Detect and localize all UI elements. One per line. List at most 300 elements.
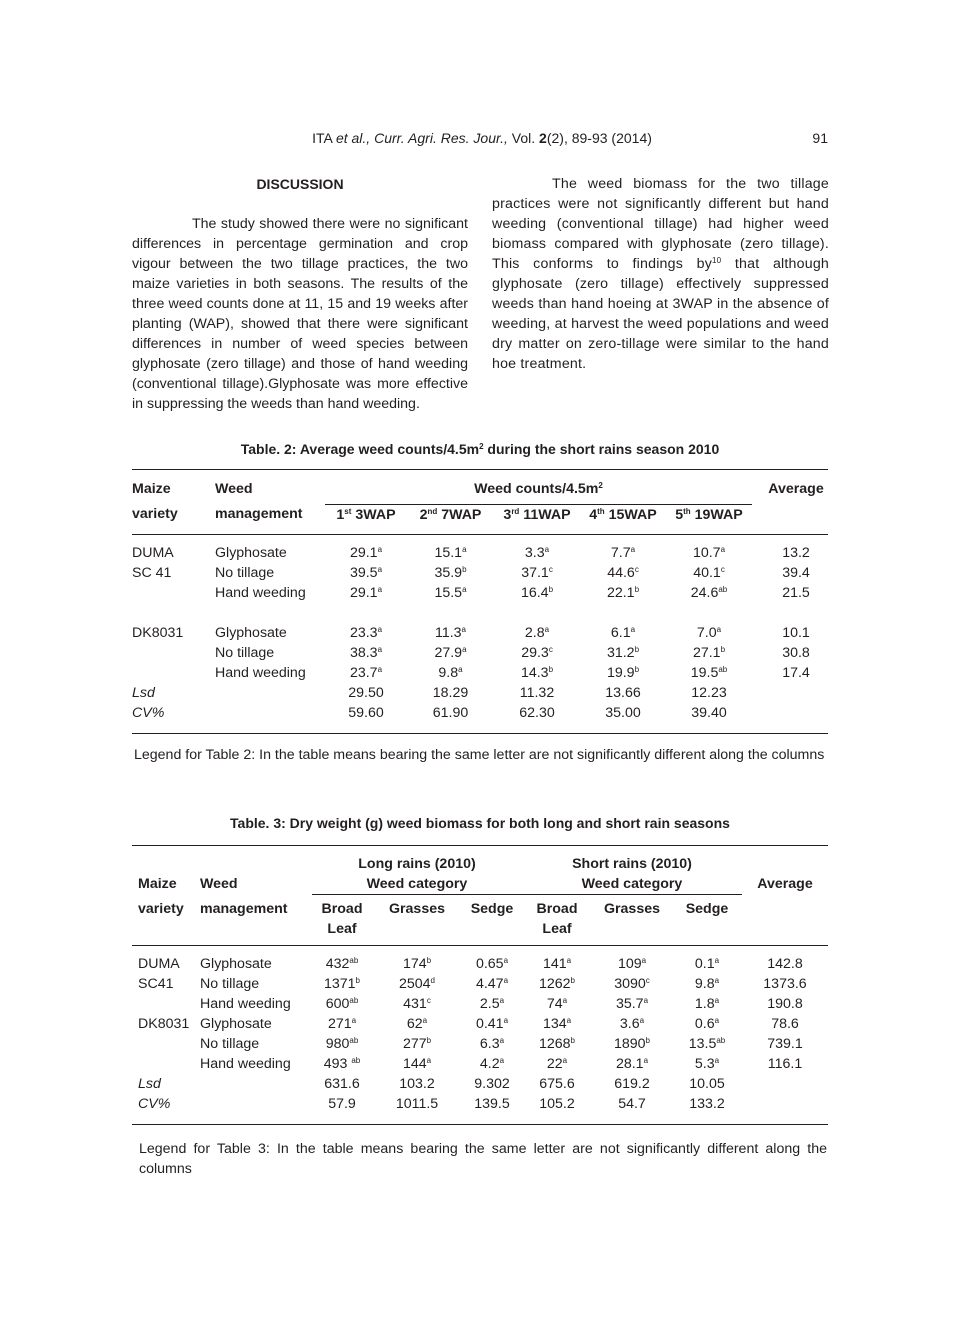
value-cell <box>522 946 592 975</box>
t3-header-long-rains: Long rains (2010) <box>358 856 476 872</box>
value-cell <box>672 1054 742 1074</box>
significance-letter: ab <box>716 1036 726 1045</box>
significance-letter: a <box>499 1036 505 1045</box>
t3-header-weed: Weed <box>200 876 238 892</box>
lsd-row <box>132 683 828 703</box>
significance-letter: a <box>716 625 722 634</box>
value-cell <box>462 1054 522 1074</box>
maize-variety <box>132 663 215 683</box>
value-cell <box>325 603 407 643</box>
significance-letter: c <box>720 565 725 574</box>
wap-ordinal: rd <box>511 506 520 516</box>
value-number: 4.2 <box>479 1056 500 1072</box>
para2-text-a: The weed biomass for the two tillage practices were not significantly different but hand weeding (conventional tillage) had higher weed biomass compared with glyphosate (zero tillage). This conforms to findings by <box>492 176 829 272</box>
value-number: 29.1 <box>349 585 378 601</box>
value-cell <box>462 946 522 975</box>
significance-letter: a <box>503 1016 509 1025</box>
significance-letter: a <box>566 1016 572 1025</box>
cv-row <box>132 1094 828 1125</box>
value-number: 0.1 <box>694 956 715 972</box>
value-cell <box>580 583 666 603</box>
significance-letter: b <box>634 645 640 654</box>
discussion-left-column <box>132 174 468 414</box>
wap-ordinal: th <box>597 506 605 516</box>
average-value: 39.4 <box>782 565 810 581</box>
significance-letter: a <box>461 625 466 634</box>
stat-value: 103.2 <box>399 1076 435 1092</box>
value-cell <box>522 1034 592 1054</box>
table-row <box>132 563 828 583</box>
empty-cell <box>752 683 828 703</box>
average-value: 30.8 <box>782 645 810 661</box>
t3-header-empty-11 <box>742 919 828 946</box>
value-number: 1371 <box>323 976 356 992</box>
average-value: 78.6 <box>771 1016 799 1032</box>
t2-header-variety: variety <box>132 506 178 522</box>
table2-caption-sup: 2 <box>479 442 484 451</box>
value-cell <box>592 974 672 994</box>
value-number: 29.1 <box>349 545 378 561</box>
value-number: 14.3 <box>520 665 549 681</box>
empty-cell <box>742 1094 828 1125</box>
value-cell <box>372 994 462 1014</box>
average-value: 116.1 <box>767 1056 803 1072</box>
value-cell <box>312 1014 372 1034</box>
t3-header-empty-1 <box>132 846 200 875</box>
significance-letter: a <box>562 1056 568 1065</box>
weed-management: No tillage <box>215 645 275 661</box>
value-cell <box>592 1034 672 1054</box>
row-label: Lsd <box>138 1076 161 1092</box>
value-number: 15.1 <box>434 545 463 561</box>
wap-number: 2 <box>419 506 428 523</box>
value-cell <box>522 974 592 994</box>
table-row <box>132 974 828 994</box>
significance-letter: ab <box>349 956 359 965</box>
weed-management: Glyphosate <box>215 545 287 561</box>
maize-variety: DUMA <box>132 545 174 561</box>
value-number: 35.9 <box>434 565 463 581</box>
significance-letter: b <box>462 565 467 574</box>
table2-legend: Legend for Table 2: In the table means bearing the same letter are not significantly different along the columns <box>134 747 825 763</box>
average-value: 142.8 <box>767 956 803 972</box>
t2-header-wap-5 <box>666 504 752 535</box>
maize-variety: DUMA <box>138 956 180 972</box>
value-cell <box>372 1054 462 1074</box>
significance-letter: b <box>426 1036 432 1045</box>
value-number: 2504 <box>398 976 431 992</box>
value-cell <box>592 994 672 1014</box>
value-cell <box>522 1014 592 1034</box>
value-cell <box>494 663 580 683</box>
discussion-paragraph-1: The study showed there were no significant differences in percentage germination and crop vigour between the two tillage practices, the two maize varieties in both seasons. The results of the three weed counts done at 11, 15 and 19 weeks after planting (WAP), showed that there were significant differences in number of weed species between glyphosate (zero tillage) and those of hand weeding (conventional tillage).Glyphosate was more effective in suppressing the weeds than hand weeding. <box>132 216 468 412</box>
significance-letter: a <box>562 996 568 1005</box>
table2-caption-text-b: during the short rains season 2010 <box>483 441 720 457</box>
value-cell <box>666 663 752 683</box>
significance-letter: d <box>430 976 435 985</box>
maize-variety <box>132 1034 200 1054</box>
value-cell <box>325 643 407 663</box>
table-row <box>132 946 828 975</box>
table-row <box>132 603 828 643</box>
value-cell <box>666 563 752 583</box>
value-cell <box>312 1054 372 1074</box>
maize-variety <box>132 643 215 663</box>
t2-header-wap-1 <box>325 504 407 535</box>
stat-value: 105.2 <box>539 1096 575 1112</box>
stat-value: 62.30 <box>519 705 555 721</box>
value-cell <box>325 535 407 564</box>
maize-variety <box>132 994 200 1014</box>
significance-letter: a <box>643 996 649 1005</box>
stat-value: 18.29 <box>432 685 469 701</box>
value-cell <box>592 946 672 975</box>
value-cell <box>372 1034 462 1054</box>
stat-value: 59.60 <box>348 705 384 721</box>
significance-letter: ab <box>351 1056 361 1065</box>
stat-value: 39.40 <box>691 705 727 721</box>
significance-letter: a <box>377 565 383 574</box>
value-cell <box>672 946 742 975</box>
value-cell <box>372 1014 462 1034</box>
wap-label: 3WAP <box>351 506 396 523</box>
t2-header-average: Average <box>768 481 824 497</box>
table3-legend: Legend for Table 3: In the table means bearing the same letter are not significantly different along the columns <box>139 1141 827 1177</box>
significance-letter: b <box>634 585 640 594</box>
weed-management: No tillage <box>200 1036 260 1052</box>
significance-letter: a <box>630 625 636 634</box>
significance-letter: a <box>641 956 647 965</box>
issue-pages: (2), 89-93 (2014) <box>546 130 652 146</box>
significance-letter: c <box>426 996 431 1005</box>
value-number: 5.3 <box>694 1056 715 1072</box>
row-label: CV% <box>138 1096 171 1112</box>
para2-text-b: that although glyphosate (zero tillage) effectively suppressed weeds than hand hoeing at 3WAP in the absence of weeding, at harvest the weed populations and weed dry matter on zero-tillage were similar to the hand hoe treatment. <box>492 256 829 372</box>
empty-cell <box>752 703 828 734</box>
significance-letter: a <box>630 545 636 554</box>
t3-header-management: management <box>200 900 288 917</box>
value-cell <box>672 994 742 1014</box>
value-cell <box>672 974 742 994</box>
significance-letter: b <box>570 976 575 985</box>
stat-value: 139.5 <box>474 1096 510 1112</box>
value-number: 15.5 <box>434 585 463 601</box>
volume-label: Vol. <box>507 130 540 146</box>
wap-label: 7WAP <box>437 506 482 523</box>
value-cell <box>522 1054 592 1074</box>
value-cell <box>312 974 372 994</box>
significance-letter: b <box>548 665 554 674</box>
significance-letter: b <box>634 665 640 674</box>
value-cell <box>580 535 666 564</box>
et-al: et al., <box>335 130 375 146</box>
value-number: 980 <box>325 1036 350 1052</box>
wap-ordinal: st <box>344 506 352 516</box>
significance-letter: a <box>351 1016 357 1025</box>
table-row <box>132 535 828 564</box>
significance-letter: b <box>548 585 554 594</box>
value-cell <box>462 994 522 1014</box>
value-cell <box>407 563 494 583</box>
value-cell <box>666 643 752 663</box>
wap-label: 11WAP <box>519 506 571 523</box>
t2-header-weed: Weed <box>215 481 253 497</box>
value-number: 39.5 <box>349 565 378 581</box>
table-row <box>132 643 828 663</box>
significance-letter: a <box>377 665 383 674</box>
t2-header-weed-counts <box>325 470 752 505</box>
value-number: 432 <box>325 956 350 972</box>
significance-letter: a <box>458 665 463 674</box>
value-number: 277 <box>402 1036 427 1052</box>
t3-header-sedge-short: Sedge <box>685 901 729 917</box>
empty-cell <box>200 1074 312 1094</box>
value-cell <box>666 603 752 643</box>
value-number: 7.7 <box>610 545 631 561</box>
wap-ordinal: th <box>683 506 691 516</box>
weed-management: No tillage <box>200 976 260 992</box>
weed-management: Hand weeding <box>200 1056 291 1072</box>
table3-caption: Table. 3: Dry weight (g) weed biomass for both long and short rain seasons <box>230 815 730 831</box>
value-cell <box>580 563 666 583</box>
volume-number: 2 <box>539 130 547 146</box>
row-label: CV% <box>132 705 165 721</box>
significance-letter: a <box>714 976 720 985</box>
value-cell <box>462 1034 522 1054</box>
value-number: 10.7 <box>692 545 721 561</box>
wap-number: 1 <box>336 506 345 523</box>
value-cell <box>312 1034 372 1054</box>
table-row <box>132 583 828 603</box>
maize-variety <box>132 1054 200 1074</box>
value-number: 27.9 <box>434 645 463 661</box>
value-number: 431 <box>403 996 427 1012</box>
significance-letter: a <box>377 625 383 634</box>
stat-value: 61.90 <box>432 705 469 721</box>
table3 <box>132 845 828 1125</box>
value-cell <box>592 1014 672 1034</box>
weed-management: Hand weeding <box>215 665 306 681</box>
value-number: 0.41 <box>475 1016 504 1032</box>
significance-letter: ab <box>349 1036 359 1045</box>
value-number: 62 <box>406 1016 423 1032</box>
stat-value: 631.6 <box>324 1076 360 1092</box>
value-number: 13.5 <box>688 1036 717 1052</box>
table-row <box>132 663 828 683</box>
significance-letter: ab <box>718 665 728 674</box>
value-cell <box>312 946 372 975</box>
average-value: 190.8 <box>767 996 803 1012</box>
running-header <box>132 130 828 148</box>
significance-letter: a <box>422 1016 428 1025</box>
significance-letter: a <box>714 956 720 965</box>
value-number: 29.3 <box>521 645 549 661</box>
table-row <box>132 1054 828 1074</box>
table2-caption <box>132 441 828 457</box>
maize-variety: DK8031 <box>132 625 184 641</box>
t3-header-empty-4 <box>742 895 828 920</box>
wap-label: 15WAP <box>604 506 657 523</box>
value-number: 109 <box>617 956 642 972</box>
value-cell <box>672 1014 742 1034</box>
t3-header-empty-9 <box>592 919 672 946</box>
significance-letter: a <box>714 996 720 1005</box>
t2-header-management: management <box>215 506 303 522</box>
significance-letter: a <box>720 545 726 554</box>
value-cell <box>494 603 580 643</box>
value-cell <box>666 535 752 564</box>
value-cell <box>372 946 462 975</box>
significance-letter: a <box>377 645 383 654</box>
value-number: 144 <box>402 1056 427 1072</box>
value-cell <box>494 535 580 564</box>
value-cell <box>494 563 580 583</box>
value-number: 1890 <box>613 1036 646 1052</box>
discussion-right-column <box>492 174 829 374</box>
weed-management: Glyphosate <box>200 1016 272 1032</box>
value-number: 1.8 <box>694 996 715 1012</box>
value-number: 22 <box>546 1056 563 1072</box>
value-cell <box>580 603 666 643</box>
stat-value: 1011.5 <box>395 1096 439 1112</box>
t3-header-broad-long: Broad <box>321 901 363 917</box>
average-value: 10.1 <box>782 625 810 641</box>
row-label: Lsd <box>132 685 155 701</box>
significance-letter: b <box>426 956 432 965</box>
weed-management: Glyphosate <box>215 625 287 641</box>
citation-ref: 10 <box>712 256 722 265</box>
t2-header-wap-2 <box>407 504 494 535</box>
value-number: 174 <box>402 956 427 972</box>
significance-letter: b <box>720 645 726 654</box>
wap-label: 19WAP <box>690 506 743 523</box>
stat-value: 10.05 <box>689 1076 725 1092</box>
table-row <box>132 1034 828 1054</box>
significance-letter: a <box>566 956 572 965</box>
table2 <box>132 469 828 734</box>
table-row <box>132 994 828 1014</box>
significance-letter: b <box>570 1036 575 1045</box>
value-number: 11.3 <box>434 625 462 641</box>
value-number: 40.1 <box>693 565 721 581</box>
t2-header-wap-3 <box>494 504 580 535</box>
value-number: 3.6 <box>619 1016 640 1032</box>
value-number: 3.3 <box>524 545 545 561</box>
significance-letter: c <box>548 645 553 654</box>
citation <box>132 130 832 146</box>
lsd-row <box>132 1074 828 1094</box>
value-number: 6.1 <box>610 625 631 641</box>
value-number: 31.2 <box>606 645 635 661</box>
value-number: 3090 <box>614 976 646 992</box>
t3-header-empty-10 <box>672 919 742 946</box>
average-value: 17.4 <box>782 665 810 681</box>
value-number: 74 <box>546 996 563 1012</box>
value-cell <box>312 994 372 1014</box>
stat-value: 12.23 <box>691 685 727 701</box>
value-cell <box>407 583 494 603</box>
significance-letter: a <box>714 1056 720 1065</box>
value-cell <box>522 994 592 1014</box>
stat-value: 57.9 <box>328 1096 356 1112</box>
value-number: 4.47 <box>475 976 504 992</box>
t3-header-maize: Maize <box>138 876 177 892</box>
significance-letter: a <box>462 645 467 654</box>
average-value: 739.1 <box>767 1036 803 1052</box>
empty-cell <box>215 683 325 703</box>
value-cell <box>407 643 494 663</box>
stat-value: 133.2 <box>689 1096 725 1112</box>
stat-value: 619.2 <box>614 1076 650 1092</box>
maize-variety: SC 41 <box>132 565 172 581</box>
t3-header-short-rains: Short rains (2010) <box>572 856 692 872</box>
value-number: 493 <box>323 1056 352 1072</box>
t3-header-empty-7 <box>372 919 462 946</box>
t3-header-leaf-long: Leaf <box>327 921 357 937</box>
t3-header-category-long: Weed category <box>312 874 522 895</box>
value-number: 23.7 <box>349 665 378 681</box>
value-number: 9.8 <box>694 976 715 992</box>
stat-value: 11.32 <box>519 685 555 701</box>
t3-header-broad-short: Broad <box>536 901 578 917</box>
value-cell <box>592 1054 672 1074</box>
value-number: 1268 <box>538 1036 571 1052</box>
average-value: 13.2 <box>782 545 810 561</box>
wap-ordinal: nd <box>427 506 438 516</box>
significance-letter: a <box>544 545 550 554</box>
weed-management: Glyphosate <box>200 956 272 972</box>
value-cell <box>494 643 580 663</box>
value-number: 271 <box>327 1016 352 1032</box>
stat-value: 54.7 <box>618 1096 646 1112</box>
significance-letter: a <box>462 545 467 554</box>
significance-letter: ab <box>349 996 359 1005</box>
significance-letter: a <box>377 585 383 594</box>
t3-header-variety: variety <box>138 900 184 917</box>
value-cell <box>580 643 666 663</box>
value-cell <box>462 974 522 994</box>
t3-header-empty-5 <box>132 919 200 946</box>
significance-letter: c <box>634 565 639 574</box>
empty-cell <box>742 1074 828 1094</box>
value-number: 7.0 <box>696 625 717 641</box>
significance-letter: a <box>426 1056 432 1065</box>
stat-value: 9.302 <box>474 1076 510 1092</box>
empty-cell <box>200 1094 312 1125</box>
value-cell <box>325 583 407 603</box>
maize-variety <box>132 583 215 603</box>
value-cell <box>372 974 462 994</box>
cv-row <box>132 703 828 734</box>
authors: ITA <box>312 130 336 146</box>
value-number: 134 <box>542 1016 567 1032</box>
significance-letter: a <box>503 976 509 985</box>
significance-letter: c <box>548 565 553 574</box>
value-number: 2.5 <box>479 996 500 1012</box>
discussion-paragraph-2 <box>492 174 829 374</box>
significance-letter: c <box>645 976 650 985</box>
average-value: 1373.6 <box>763 976 807 992</box>
value-cell <box>407 535 494 564</box>
wap-number: 4 <box>589 506 598 523</box>
t2-header-empty <box>752 504 828 535</box>
value-number: 16.4 <box>520 585 549 601</box>
value-number: 1262 <box>538 976 571 992</box>
value-number: 22.1 <box>606 585 635 601</box>
value-cell <box>325 663 407 683</box>
value-cell <box>494 583 580 603</box>
maize-variety: DK8031 <box>138 1016 190 1032</box>
